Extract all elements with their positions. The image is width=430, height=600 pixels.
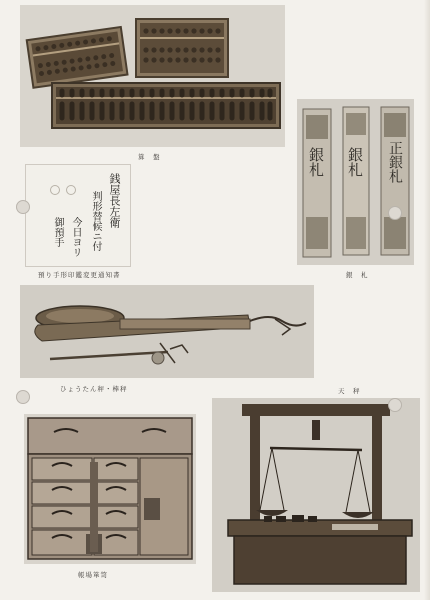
abacus-photo xyxy=(20,5,285,147)
balance-photo xyxy=(212,398,420,592)
chest-caption: 帳場箪笥 xyxy=(78,571,108,579)
note-3-text: 正銀札 xyxy=(387,141,403,183)
note-1-text: 銀札 xyxy=(307,147,325,177)
note-2-text: 銀札 xyxy=(346,147,364,177)
notice-circle-2 xyxy=(66,185,76,195)
calligraphy-col-2: 判形替候ニ付 xyxy=(90,191,101,251)
calligraphy-col-4: 御預手 xyxy=(52,217,63,247)
balance-illustration xyxy=(212,398,420,592)
binder-hole-3 xyxy=(388,206,402,220)
paper-money-photo xyxy=(297,99,414,265)
abacus-caption: 算 盤 xyxy=(138,153,161,161)
calligraphy-col-1: 銭屋長左衛 xyxy=(108,173,121,228)
notice-circle-1 xyxy=(50,185,60,195)
binder-hole-4 xyxy=(388,398,402,412)
page-edge xyxy=(424,0,430,600)
calligraphy-col-3: 今日ヨリ xyxy=(70,217,81,257)
steelyard-photo xyxy=(20,285,314,378)
paper-money-caption: 銀 札 xyxy=(346,271,369,279)
chest-photo xyxy=(24,414,196,564)
steelyard-caption: ひょうたん秤・棒秤 xyxy=(60,385,128,393)
abacus-illustration xyxy=(20,5,285,147)
balance-caption: 天 秤 xyxy=(338,387,361,395)
binder-hole-2 xyxy=(16,390,30,404)
notice-document-photo xyxy=(25,164,131,267)
steelyard-illustration xyxy=(20,285,314,378)
binder-hole-1 xyxy=(16,200,30,214)
notice-caption: 預り手形印鑑変更通知書 xyxy=(38,271,121,279)
chest-illustration xyxy=(24,414,196,564)
